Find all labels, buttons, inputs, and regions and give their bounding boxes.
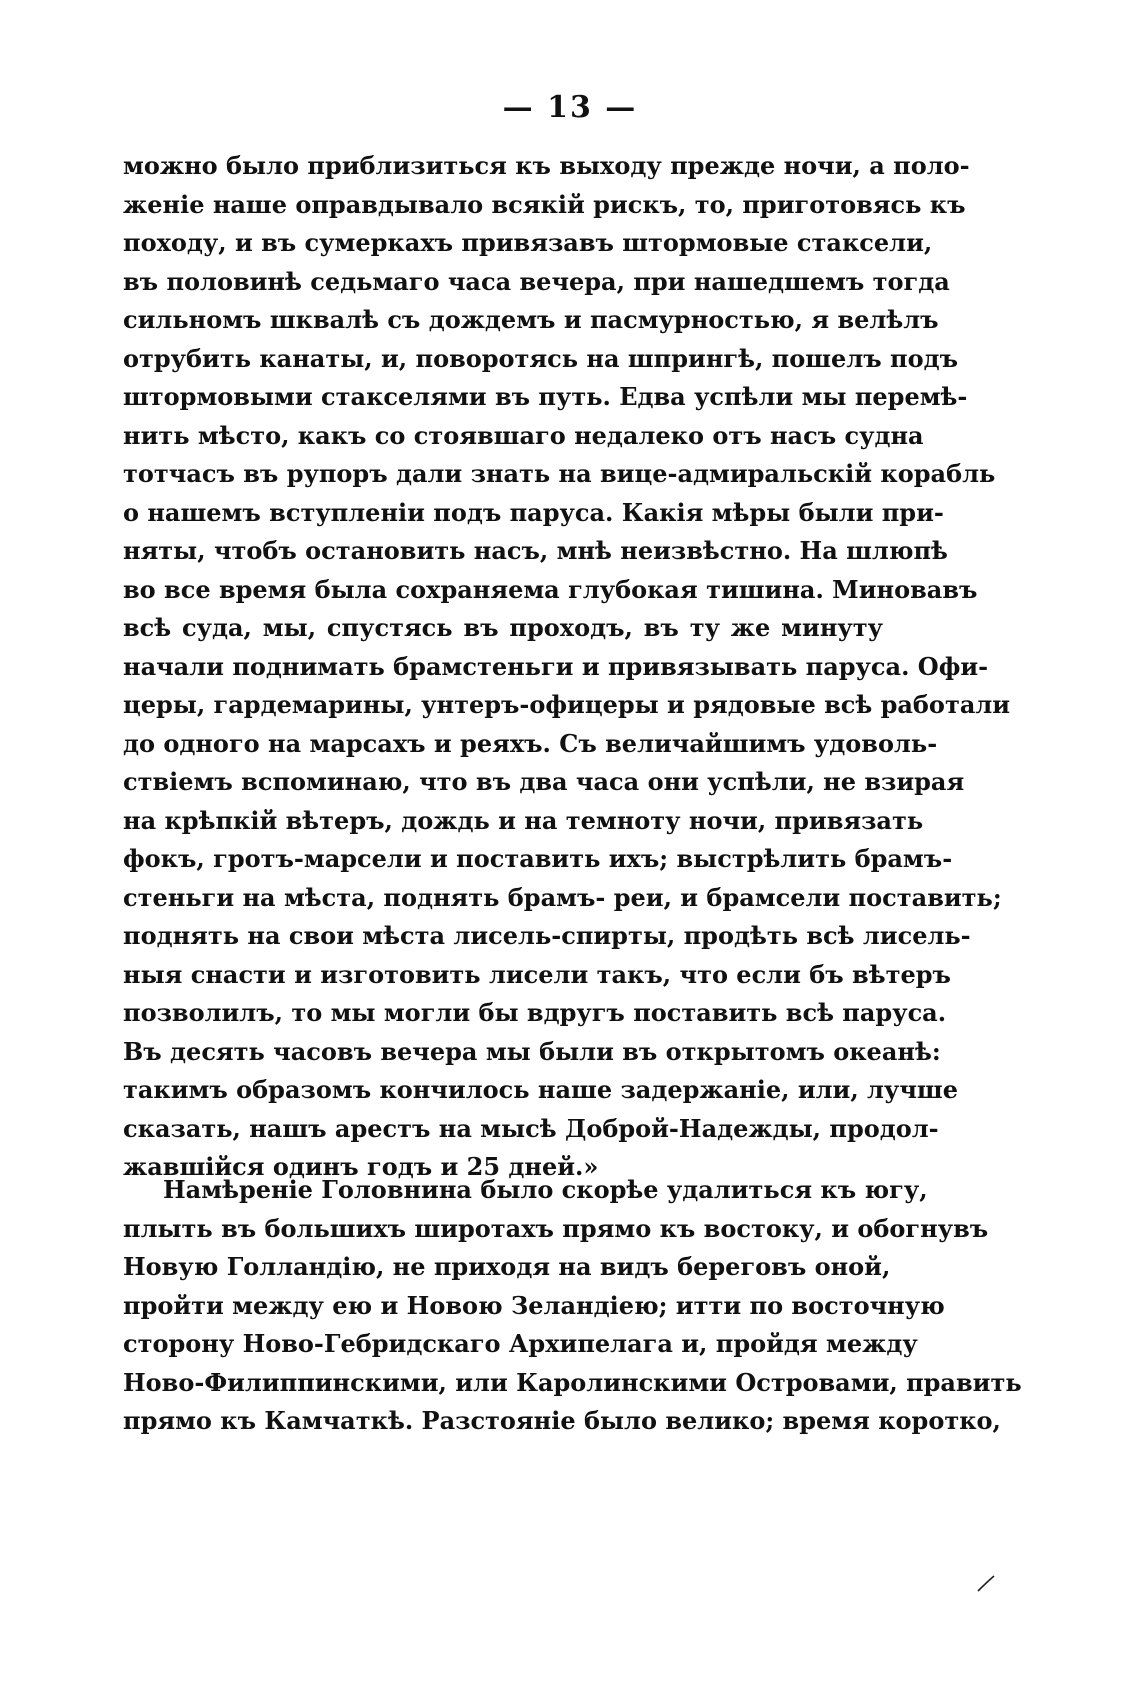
text-line: пройти между ею и Новою Зеландіею; итти по восточную bbox=[123, 1290, 945, 1320]
text-line: позволилъ, то мы могли бы вдругъ поставить всѣ паруса. bbox=[123, 998, 947, 1027]
text-line: нить мѣсто, какъ со стоявшаго недалеко отъ насъ судна bbox=[123, 420, 924, 450]
text-line: всѣ суда, мы, спустясь въ проходъ, въ ту же минуту bbox=[123, 613, 883, 642]
text-line: фокъ, гротъ-марсели и поставить ихъ; выстрѣлить брамъ- bbox=[123, 844, 953, 873]
text-line: во все время была сохраняема глубокая тишина. Миновавъ bbox=[123, 574, 978, 604]
text-line: на крѣпкій вѣтеръ, дождь и на темноту ночи, привязать bbox=[123, 805, 924, 835]
text-line: прямо къ Камчаткѣ. Разстояніе было велико; время коротко, bbox=[123, 1406, 1001, 1435]
text-line: сторону Ново-Гебридскаго Архипелага и, пройдя между bbox=[123, 1329, 918, 1358]
text-line: няты, чтобъ остановить насъ, мнѣ неизвѣстно. На шлюпѣ bbox=[123, 536, 948, 565]
text-line: Ново-Филиппинскими, или Каролинскими Островами, править bbox=[123, 1367, 1022, 1397]
text-line: до одного на марсахъ и реяхъ. Съ величайшимъ удоволь- bbox=[123, 728, 938, 758]
text-line: жавшійся одинъ годъ и 25 дней.» bbox=[123, 1152, 599, 1181]
text-line: сильномъ шквалѣ съ дождемъ и пасмурностью, я велѣлъ bbox=[123, 305, 939, 334]
text-line: тотчасъ въ рупоръ дали знать на вице-адмиральскій корабль bbox=[123, 459, 996, 488]
text-line: поднять на свои мѣста лисель-спирты, продѣть всѣ лисель- bbox=[123, 921, 971, 950]
text-line: отрубить канаты, и, поворотясь на шпрингѣ, пошелъ подъ bbox=[123, 343, 958, 373]
text-line: о нашемъ вступленіи подъ паруса. Какія мѣры были при- bbox=[123, 497, 944, 527]
text-line: плыть въ большихъ широтахъ прямо къ востоку, и обогнувъ bbox=[123, 1213, 989, 1243]
paragraph-1 bbox=[123, 147, 1011, 1187]
text-line: штормовыми стакселями въ путь. Едва успѣли мы перемѣ- bbox=[123, 382, 968, 411]
text-line: начали поднимать брамстеньги и привязывать паруса. Офи- bbox=[123, 651, 989, 681]
text-line: ныя снасти и изготовить лисели такъ, что если бъ вѣтеръ bbox=[123, 959, 951, 989]
text-line: походу, и въ сумеркахъ привязавъ штормовые стаксели, bbox=[123, 228, 933, 257]
text-line: стеньги на мѣста, поднять брамъ- реи, и брамсели поставить; bbox=[123, 882, 1002, 912]
text-line: можно было приблизиться къ выходу прежде ночи, а поло- bbox=[123, 151, 970, 180]
page-number: — 13 — bbox=[502, 90, 638, 125]
text-line: церы, гардемарины, унтеръ-офицеры и рядовые всѣ работали bbox=[123, 690, 1011, 719]
text-line: Въ десять часовъ вечера мы были въ открытомъ океанѣ: bbox=[123, 1036, 941, 1066]
text-line: ствіемъ вспоминаю, что въ два часа они успѣли, не взирая bbox=[123, 767, 965, 796]
paragraph-2 bbox=[123, 1171, 1022, 1441]
text-line: Намѣреніе Головнина было скорѣе удалиться къ югу, bbox=[163, 1175, 928, 1204]
text-line: женіе наше оправдывало всякій рискъ, то, приготовясь къ bbox=[123, 189, 966, 219]
ink-mark bbox=[975, 1572, 997, 1594]
text-line: такимъ образомъ кончилось наше задержаніе, или, лучше bbox=[123, 1075, 958, 1104]
text-line: Новую Голландію, не приходя на видъ береговъ оной, bbox=[123, 1252, 891, 1281]
text-line: сказать, нашъ арестъ на мысѣ Доброй-Надежды, продол- bbox=[123, 1113, 939, 1143]
text-line: въ половинѣ седьмаго часа вечера, при нашедшемъ тогда bbox=[123, 266, 950, 296]
